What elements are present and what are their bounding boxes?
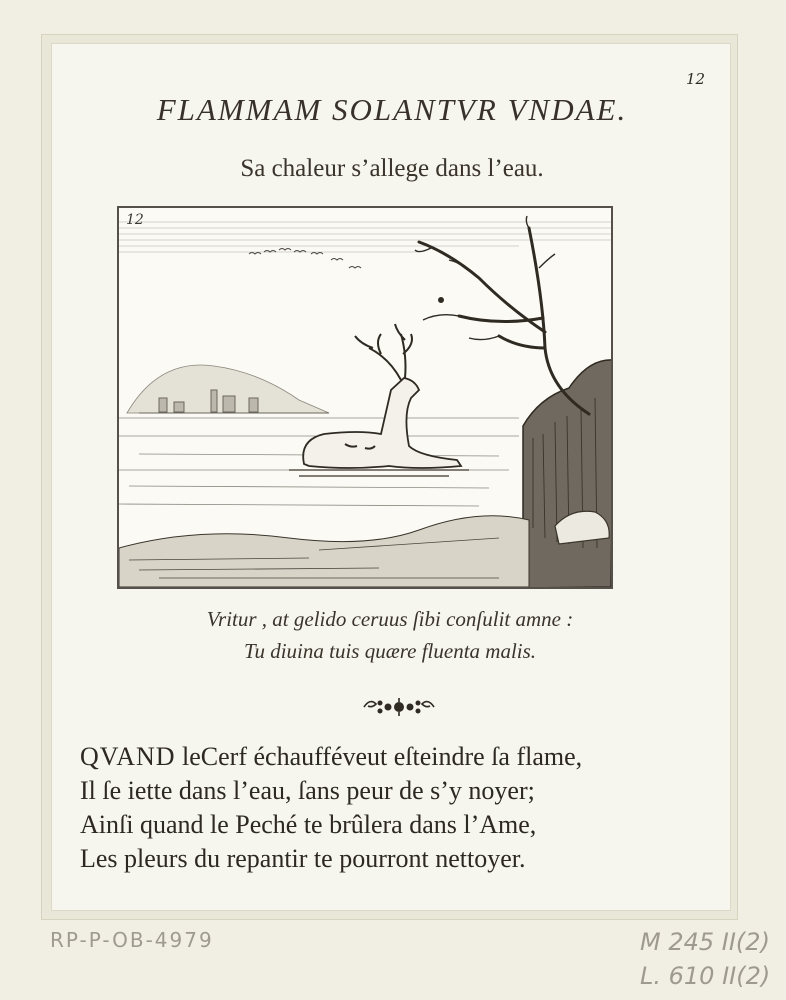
floral-ornament-icon — [362, 694, 436, 720]
inventory-number: RP-P-OB-4979 — [50, 928, 214, 952]
french-subtitle: Sa chaleur s’allege dans l’eau. — [240, 155, 544, 182]
french-verse-line: Il ſe iette dans l’eau, ſans peur de s’y noyer; — [80, 776, 535, 805]
french-verse-line: Ainſi quand le Peché te brûlera dans l’Ame, — [80, 810, 537, 839]
plate-number: 12 — [126, 212, 144, 228]
stag-engraving-image — [119, 208, 611, 587]
french-verse-line-rest: leCerf échaufféveut eſteindre ſa flame, — [175, 742, 583, 771]
drop-word: QVAND — [80, 742, 176, 771]
latin-verse — [100, 603, 680, 667]
french-verse — [80, 740, 720, 876]
latin-verse-line: Vritur , at gelido ceruus ſibi conſulit amne : — [206, 607, 574, 631]
latin-verse-line: Tu diuina tuis quære fluenta malis. — [243, 639, 537, 663]
french-verse-line: Les pleurs du repantir te pourront nettoyer. — [80, 844, 526, 873]
engraving-frame — [117, 206, 613, 589]
page-number: 12 — [686, 70, 706, 88]
french-verse-line — [80, 740, 720, 774]
motto-title: FLAMMAM SOLANTVR VNDAE. — [156, 92, 628, 127]
reference-note-2: L. 610 II(2) — [640, 962, 771, 990]
reference-note-1: M 245 II(2) — [640, 928, 770, 956]
